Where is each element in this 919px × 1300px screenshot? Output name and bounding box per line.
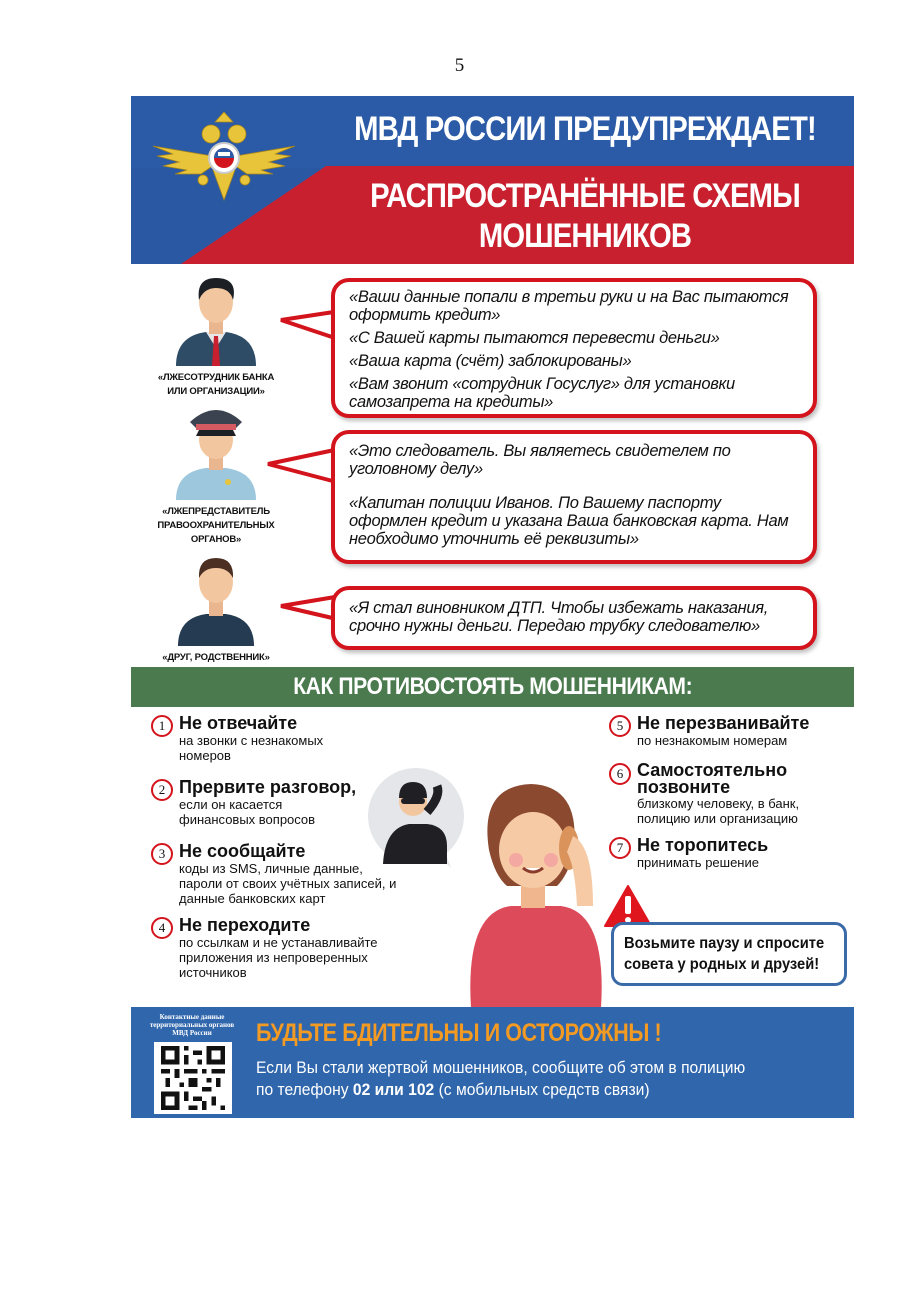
footer-banner [131,1007,854,1118]
bank-employee-icon [166,266,266,366]
tip-6: 6 Самостоятельно позвоните близкому человеку, в банк, полицию или организацию [609,762,849,826]
person-police-impostor: «ЛЖЕПРЕДСТАВИТЕЛЬ ПРАВООХРАНИТЕЛЬНЫХ ОРГАНОВ» [151,396,281,547]
header-title: МВД РОССИИ ПРЕДУПРЕЖДАЕТ! [354,110,816,148]
police-officer-icon [166,396,266,500]
counter-section-title: КАК ПРОТИВОСТОЯТЬ МОШЕННИКАМ: [131,667,854,707]
number-badge-icon: 5 [609,715,631,737]
tip-1: 1 Не отвечайте на звонки с незнакомых номеров [151,714,381,763]
header-subtitle: РАСПРОСТРАНЁННЫЕ СХЕМЫ МОШЕННИКОВ [370,177,800,255]
scheme-relative [131,546,854,666]
poster-header [131,96,854,264]
number-badge-icon: 1 [151,715,173,737]
number-badge-icon: 7 [609,837,631,859]
page-number: 5 [454,55,465,76]
tip-5: 5 Не перезванивайте по незнакомым номерам [609,714,849,748]
qr-code-icon [158,1046,228,1110]
woman-on-phone-illustration [361,756,611,1008]
tip-2: 2 Прервите разговор, если он касается финансовых вопросов [151,778,381,827]
number-badge-icon: 2 [151,779,173,801]
tip-7: 7 Не торопитесь принимать решение [609,836,849,870]
police-phone-numbers: 02 или 102 [352,1080,435,1099]
relative-icon [166,546,266,646]
person-bank-employee: «ЛЖЕСОТРУДНИК БАНКА ИЛИ ОРГАНИЗАЦИИ» [151,266,281,399]
qr-caption: Контактные данные территориальных органов МВД России [149,1013,235,1037]
footer-text: Если Вы стали жертвой мошенников, сообщите об этом в полицию по телефону 02 или 102 (с мобильных средств связи) [256,1058,746,1099]
number-badge-icon: 6 [609,763,631,785]
mvd-eagle-emblem-icon [143,108,305,208]
tip-4: 4 Не переходите по ссылкам и не устанавливайте приложения из непроверенных источников [151,916,411,980]
number-badge-icon: 3 [151,843,173,865]
person-relative: «ДРУГ, РОДСТВЕННИК» [151,546,281,665]
qr-code[interactable] [154,1042,232,1114]
scheme-police-impostor [131,396,854,546]
mvd-warning-poster [131,96,854,1118]
number-badge-icon: 4 [151,917,173,939]
warning-callout: Возьмите паузу и спросите совета у родных и друзей! [611,922,847,986]
speech-bubble-bank: «Ваши данные попали в третьи руки и на Вас пытаются оформить кредит» «С Вашей карты пытаются перевести деньги» «Ваша карта (счёт) заблокированы» «Вам звонит «сотрудник Госуслуг» для установки самозапрета на кредиты» [331,278,817,418]
footer-title: БУДЬТЕ БДИТЕЛЬНЫ И ОСТОРОЖНЫ ! [256,1019,662,1047]
speech-bubble-relative: «Я стал виновником ДТП. Чтобы избежать наказания, срочно нужны деньги. Передаю трубку следователю» [331,586,817,650]
tip-3: 3 Не сообщайте коды из SMS, личные данные, пароли от своих учётных записей, и данные банковских карт [151,842,411,906]
speech-bubble-police: «Это следователь. Вы являетесь свидетелем по уголовному делу» «Капитан полиции Иванов. По Вашему паспорту оформлен кредит и указана Ваша банковская карта. Нам необходимо уточнить её реквизиты» [331,430,817,564]
